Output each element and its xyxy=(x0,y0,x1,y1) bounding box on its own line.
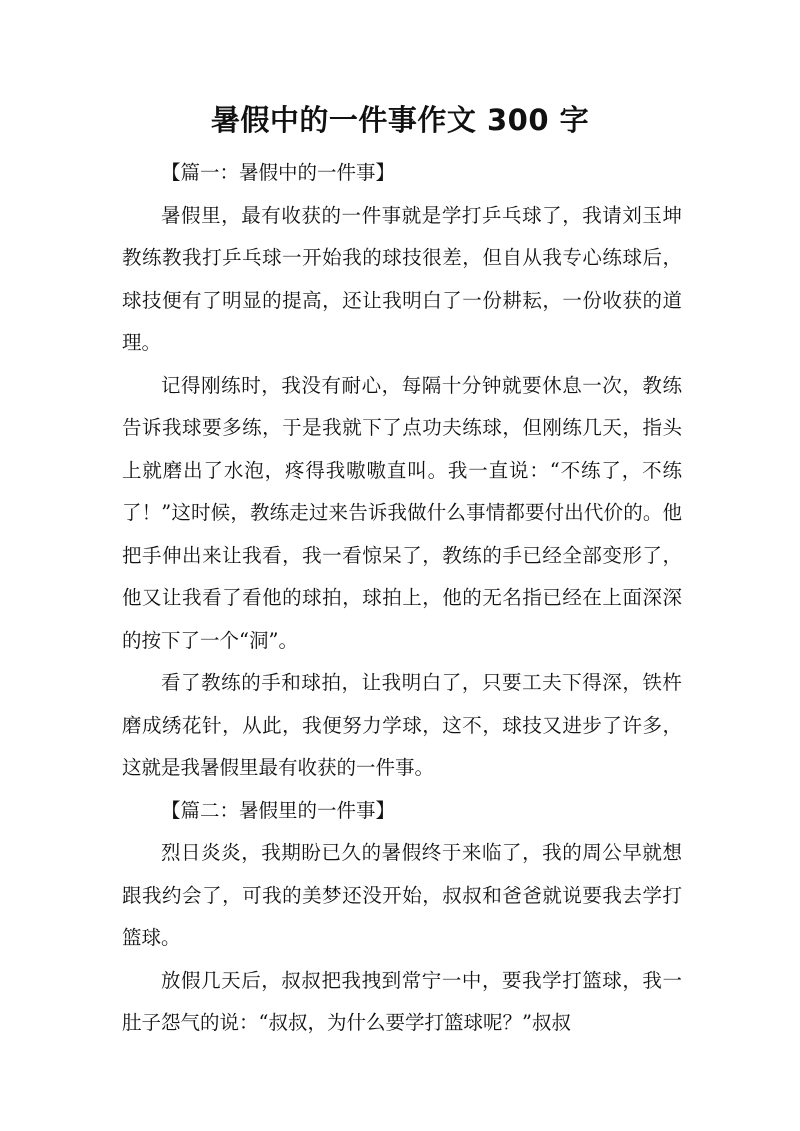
paragraph: 放假几天后，叔叔把我拽到常宁一中，要我学打篮球，我一肚子怨气的说：“叔叔，为什么要学打篮球呢？”叔叔 xyxy=(122,968,682,1034)
section-heading-2: 【篇二：暑假里的一件事】 xyxy=(161,798,396,822)
paragraph: 暑假里，最有收获的一件事就是学打乒乓球了，我请刘玉坤教练教我打乒乓球一开始我的球技很差，但自从我专心练球后，球技便有了明显的提高，还让我明白了一份耕耘，一份收获的道理。 xyxy=(122,203,682,354)
document-body xyxy=(122,152,682,1045)
paragraph: 记得刚练时，我没有耐心，每隔十分钟就要休息一次，教练告诉我球要多练，于是我就下了点功夫练球，但刚练几天，指头上就磨出了水泡，疼得我嗷嗷直叫。我一直说：“不练了，不练了！”这时候，教练走过来告诉我做什么事情都要付出代价的。他把手伸出来让我看，我一看惊呆了，教练的手已经全部变形了，他又让我看了看他的球拍，球拍上，他的无名指已经在上面深深的按下了一个“洞”。 xyxy=(122,373,682,652)
document-title: 暑假中的一件事作文 300 字 xyxy=(210,103,590,137)
paragraph: 烈日炎炎，我期盼已久的暑假终于来临了，我的周公早就想跟我约会了，可我的美梦还没开始，叔叔和爸爸就说要我去学打篮球。 xyxy=(122,841,682,949)
section-heading-1: 【篇一：暑假中的一件事】 xyxy=(161,161,396,184)
paragraph: 看了教练的手和球拍，让我明白了，只要工夫下得深，铁杵磨成绣花针，从此，我便努力学球，这不，球技又进步了许多，这就是我暑假里最有收获的一件事。 xyxy=(122,671,682,779)
